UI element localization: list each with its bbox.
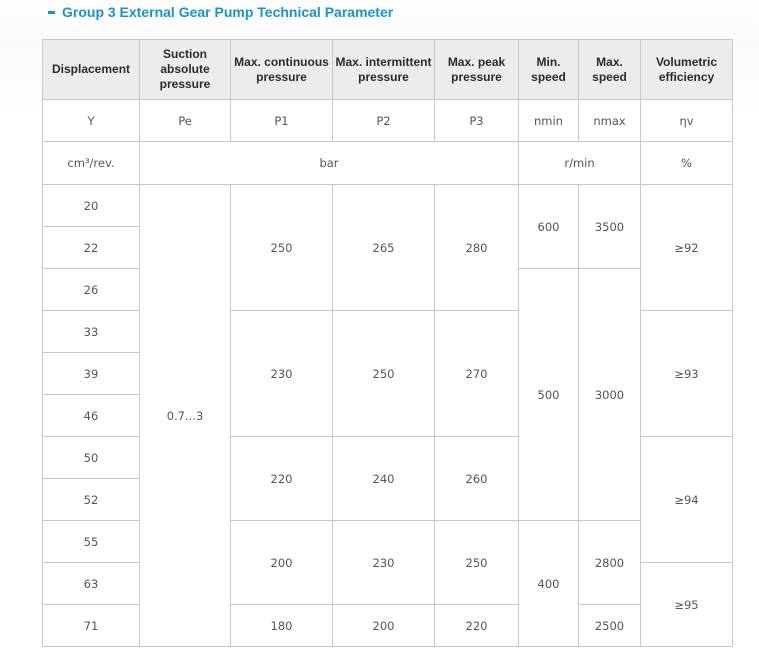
- nmin-cell: 500: [519, 269, 579, 521]
- displacement-cell: 71: [43, 605, 140, 647]
- header-min-speed: Min. speed: [519, 40, 579, 100]
- p3-cell: 270: [435, 311, 519, 437]
- p1-cell: 220: [231, 437, 333, 521]
- p3-cell: 250: [435, 521, 519, 605]
- p3-cell: 220: [435, 605, 519, 647]
- efficiency-cell: ≥92: [641, 185, 733, 311]
- symbol-nmax: nmax: [579, 100, 641, 142]
- efficiency-cell: ≥94: [641, 437, 733, 563]
- displacement-cell: 20: [43, 185, 140, 227]
- unit-row: [43, 142, 733, 185]
- displacement-cell: 46: [43, 395, 140, 437]
- p2-cell: 200: [333, 605, 435, 647]
- p1-cell: 250: [231, 185, 333, 311]
- displacement-cell: 26: [43, 269, 140, 311]
- heading-dash-icon: [48, 11, 55, 14]
- unit-efficiency: %: [641, 142, 733, 185]
- p2-cell: 230: [333, 521, 435, 605]
- nmin-cell: 400: [519, 521, 579, 647]
- symbol-row: [43, 100, 733, 142]
- symbol-efficiency: ηv: [641, 100, 733, 142]
- efficiency-cell: ≥93: [641, 311, 733, 437]
- section-heading: [48, 2, 393, 22]
- header-volumetric-efficiency: Volumetric efficiency: [641, 40, 733, 100]
- symbol-displacement: Y: [43, 100, 140, 142]
- displacement-cell: 63: [43, 563, 140, 605]
- nmax-cell: 3500: [579, 185, 641, 269]
- p3-cell: 260: [435, 437, 519, 521]
- header-row: [43, 40, 733, 100]
- p1-cell: 180: [231, 605, 333, 647]
- efficiency-cell: ≥95: [641, 563, 733, 647]
- p3-cell: 280: [435, 185, 519, 311]
- p1-cell: 200: [231, 521, 333, 605]
- symbol-suction: Pe: [140, 100, 231, 142]
- header-displacement: Displacement: [43, 40, 140, 100]
- symbol-p2: P2: [333, 100, 435, 142]
- unit-speed: r/min: [519, 142, 641, 185]
- nmax-cell: 2800: [579, 521, 641, 605]
- p2-cell: 250: [333, 311, 435, 437]
- header-max-continuous-pressure: Max. continuous pressure: [231, 40, 333, 100]
- displacement-cell: 33: [43, 311, 140, 353]
- nmax-cell: 3000: [579, 269, 641, 521]
- nmin-cell: 600: [519, 185, 579, 269]
- unit-displacement: cm³/rev.: [43, 142, 140, 185]
- displacement-cell: 50: [43, 437, 140, 479]
- displacement-cell: 52: [43, 479, 140, 521]
- table-row: [43, 185, 733, 227]
- symbol-nmin: nmin: [519, 100, 579, 142]
- nmax-cell: 2500: [579, 605, 641, 647]
- displacement-cell: 39: [43, 353, 140, 395]
- suction-pressure-cell: 0.7...3: [140, 185, 231, 647]
- p1-cell: 230: [231, 311, 333, 437]
- header-max-intermittent-pressure: Max. intermittent pressure: [333, 40, 435, 100]
- header-max-peak-pressure: Max. peak pressure: [435, 40, 519, 100]
- header-suction-pressure: Suction absolute pressure: [140, 40, 231, 100]
- displacement-cell: 55: [43, 521, 140, 563]
- section-title: Group 3 External Gear Pump Technical Parameter: [62, 4, 394, 20]
- symbol-p1: P1: [231, 100, 333, 142]
- symbol-p3: P3: [435, 100, 519, 142]
- p2-cell: 265: [333, 185, 435, 311]
- header-max-speed: Max. speed: [579, 40, 641, 100]
- technical-parameter-table: [42, 39, 733, 647]
- p2-cell: 240: [333, 437, 435, 521]
- unit-pressure: bar: [140, 142, 519, 185]
- displacement-cell: 22: [43, 227, 140, 269]
